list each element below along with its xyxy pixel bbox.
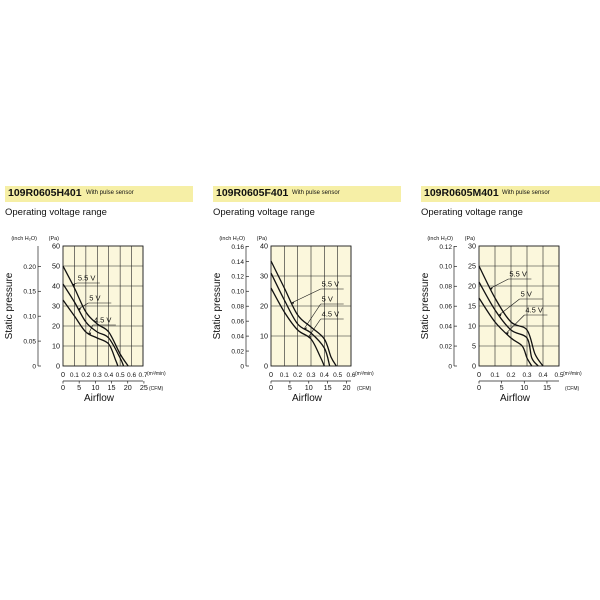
y-tick-label-inch: 0.10 — [231, 288, 244, 296]
model-header — [5, 186, 193, 202]
model-header — [213, 186, 401, 202]
pq-chart — [0, 220, 195, 410]
y-tick-label-pa: 10 — [260, 331, 268, 341]
y-tick-label-inch: 0.14 — [231, 258, 244, 266]
y-tick-label-inch: 0.08 — [439, 283, 452, 291]
y-tick-label-inch: 0 — [32, 363, 36, 371]
series-label: 5 V — [321, 294, 333, 304]
model-name: 109R0605F401 — [216, 187, 289, 199]
x-tick-label-m3: 0.6 — [127, 372, 137, 379]
sensor-note: With pulse sensor — [292, 190, 340, 196]
x-tick-label-m3: 0.7 — [138, 372, 148, 379]
pq-chart — [203, 220, 403, 410]
x-tick-label-m3-zero: 0 — [61, 370, 65, 379]
x-tick-label-m3: 0.1 — [69, 372, 79, 379]
sensor-note: With pulse sensor — [86, 190, 134, 196]
y-tick-label-pa: 50 — [52, 261, 60, 271]
x-tick-label-cfm: 5 — [287, 383, 292, 392]
y-unit-pa: (Pa) — [48, 236, 59, 242]
y-tick-label-inch: 0.02 — [439, 343, 452, 351]
y-unit-inch: (inch H₂O) — [427, 236, 453, 242]
y-tick-label-inch: 0.05 — [23, 338, 36, 346]
x-tick-label-m3: 0.3 — [306, 372, 316, 379]
y-tick-label-pa: 20 — [260, 301, 268, 311]
model-name: 109R0605H401 — [8, 187, 82, 199]
model-header — [421, 186, 600, 202]
y-tick-label-inch: 0.12 — [439, 243, 452, 251]
x-tick-label-m3-zero: 0 — [477, 370, 481, 379]
x-tick-label-cfm: 15 — [323, 383, 332, 392]
x-tick-label-cfm: 10 — [91, 383, 100, 392]
chart-panel-2 — [213, 186, 401, 406]
series-label: 4.5 V — [321, 309, 340, 319]
x-tick-label-m3-zero: 0 — [269, 370, 273, 379]
x-unit-m3: (m³/min) — [355, 371, 374, 377]
x-tick-label-m3: 0.5 — [115, 372, 125, 379]
y-tick-label-inch: 0.20 — [23, 263, 36, 271]
y-axis-title: Static pressure — [4, 272, 15, 340]
y-tick-label-pa: 0 — [264, 361, 268, 371]
voltage-range-label: Operating voltage range — [421, 207, 523, 218]
y-tick-label-inch: 0.06 — [231, 318, 244, 326]
x-tick-label-cfm: 15 — [542, 383, 551, 392]
y-tick-label-inch: 0.08 — [231, 303, 244, 311]
x-tick-label-m3: 0.3 — [92, 372, 102, 379]
chart-panel-1 — [5, 186, 193, 406]
x-tick-label-m3: 0.2 — [506, 372, 516, 379]
y-tick-label-inch: 0.12 — [231, 273, 244, 281]
y-tick-label-pa: 0 — [472, 361, 476, 371]
y-tick-label-pa: 0 — [56, 361, 60, 371]
x-tick-label-cfm: 20 — [123, 383, 132, 392]
y-tick-label-pa: 30 — [260, 271, 268, 281]
x-tick-label-m3: 0.5 — [333, 372, 343, 379]
voltage-range-label: Operating voltage range — [5, 207, 107, 218]
x-tick-label-m3: 0.3 — [522, 372, 532, 379]
x-tick-label-m3: 0.1 — [279, 372, 289, 379]
x-tick-label-m3: 0.2 — [293, 372, 303, 379]
y-tick-label-inch: 0 — [448, 363, 452, 371]
y-axis-title: Static pressure — [420, 272, 431, 340]
x-tick-label-cfm: 15 — [107, 383, 116, 392]
y-unit-pa: (Pa) — [256, 236, 267, 242]
x-tick-label-cfm: 5 — [499, 383, 504, 392]
y-tick-label-pa: 60 — [52, 241, 60, 251]
y-tick-label-pa: 40 — [52, 281, 60, 291]
x-unit-cfm: (CFM) — [357, 386, 372, 392]
x-tick-label-m3: 0.4 — [319, 372, 329, 379]
x-tick-label-m3: 0.1 — [490, 372, 500, 379]
x-axis-title: Airflow — [83, 393, 115, 404]
y-tick-label-inch: 0.10 — [23, 313, 36, 321]
x-unit-m3: (m³/min) — [147, 371, 166, 377]
x-tick-label-cfm: 20 — [342, 383, 351, 392]
x-tick-label-cfm: 0 — [269, 383, 273, 392]
y-tick-label-pa: 30 — [52, 301, 60, 311]
series-label: 5.5 V — [321, 279, 340, 289]
chart-panel-3 — [421, 186, 600, 406]
y-tick-label-pa: 10 — [52, 341, 60, 351]
x-unit-cfm: (CFM) — [149, 386, 164, 392]
y-tick-label-pa: 30 — [468, 241, 476, 251]
y-tick-label-inch: 0.04 — [231, 333, 244, 341]
y-tick-label-inch: 0.10 — [439, 263, 452, 271]
x-tick-label-cfm: 0 — [61, 383, 65, 392]
x-tick-label-cfm: 10 — [304, 383, 313, 392]
y-tick-label-pa: 5 — [472, 341, 476, 351]
x-axis-title: Airflow — [499, 393, 531, 404]
series-label: 5.5 V — [509, 269, 527, 279]
y-tick-label-pa: 40 — [260, 241, 268, 251]
y-tick-label-pa: 10 — [468, 321, 476, 331]
y-tick-label-pa: 15 — [468, 301, 476, 311]
sensor-note: With pulse sensor — [502, 190, 550, 196]
y-tick-label-inch: 0.06 — [439, 303, 452, 311]
y-tick-label-inch: 0.04 — [439, 323, 452, 331]
x-tick-label-cfm: 10 — [520, 383, 529, 392]
series-label: 4.5 V — [93, 315, 112, 325]
x-tick-label-m3: 0.2 — [81, 372, 91, 379]
x-tick-label-m3: 0.4 — [538, 372, 548, 379]
y-tick-label-inch: 0.02 — [231, 348, 244, 356]
x-unit-m3: (m³/min) — [563, 371, 582, 377]
x-unit-cfm: (CFM) — [565, 386, 580, 392]
voltage-range-label: Operating voltage range — [213, 207, 315, 218]
x-tick-label-cfm: 5 — [77, 383, 82, 392]
y-unit-pa: (Pa) — [464, 236, 475, 242]
y-unit-inch: (inch H₂O) — [11, 236, 37, 242]
y-tick-label-pa: 20 — [52, 321, 60, 331]
y-axis-title: Static pressure — [212, 272, 223, 340]
model-name: 109R0605M401 — [424, 187, 499, 199]
y-tick-label-pa: 25 — [468, 261, 476, 271]
pq-chart — [411, 220, 600, 410]
series-label: 5 V — [520, 289, 532, 299]
x-tick-label-m3: 0.5 — [554, 372, 564, 379]
x-tick-label-m3: 0.6 — [346, 372, 356, 379]
x-tick-label-cfm: 25 — [139, 383, 148, 392]
y-tick-label-inch: 0.16 — [231, 243, 244, 251]
y-tick-label-pa: 20 — [468, 281, 476, 291]
x-axis-title: Airflow — [291, 393, 323, 404]
y-unit-inch: (inch H₂O) — [219, 236, 245, 242]
series-label: 4.5 V — [525, 305, 543, 315]
y-tick-label-inch: 0 — [240, 363, 244, 371]
series-label: 5 V — [89, 293, 101, 303]
series-label: 5.5 V — [77, 273, 96, 283]
x-tick-label-cfm: 0 — [477, 383, 481, 392]
y-tick-label-inch: 0.15 — [23, 288, 36, 296]
x-tick-label-m3: 0.4 — [104, 372, 114, 379]
